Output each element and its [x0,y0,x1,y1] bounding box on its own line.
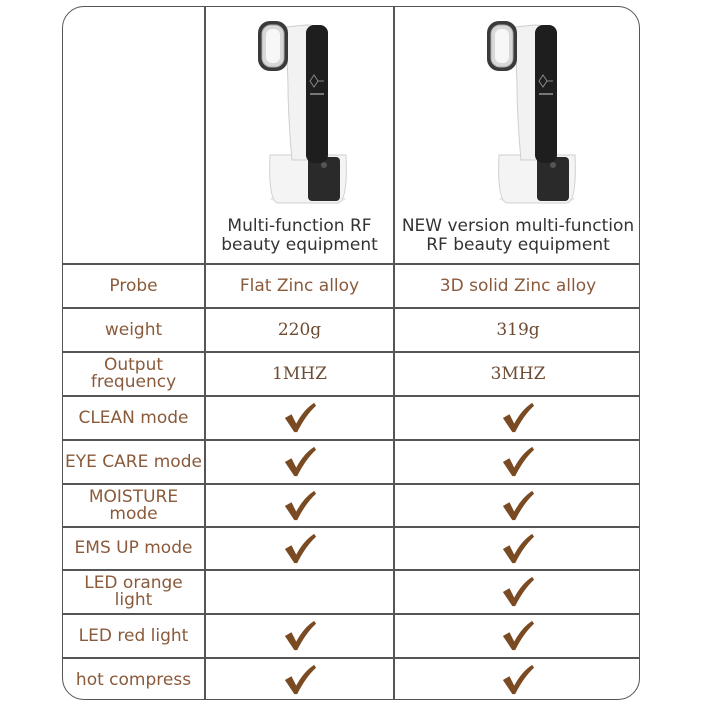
row-check-cell [206,441,393,483]
row-label: MOISTURE mode [88,486,179,524]
checkmark-icon [282,489,318,523]
row-label: CLEAN mode [78,407,189,428]
checkmark-icon [500,445,536,479]
row-value: 3MHZ [490,364,546,384]
rf-device-image [248,15,358,205]
row-value: 220g [277,320,322,340]
row-check-cell [206,659,393,700]
row-check-cell [206,571,393,613]
checkmark-icon [500,489,536,523]
row-label: EMS UP mode [74,538,193,558]
row-label: Output frequency [90,355,177,392]
row-check-cell [206,528,393,569]
row-check-cell [206,615,393,657]
checkmark-icon [282,619,318,653]
row-check-cell [395,397,640,439]
row-value: 319g [496,320,540,340]
checkmark-icon [282,532,318,566]
checkmark-icon [282,401,318,435]
column-title-new: NEW version multi-function RF beauty equipment [401,216,635,255]
row-check-cell [395,485,640,526]
row-label: hot compress [75,669,192,690]
row-check-cell [395,615,640,657]
checkmark-icon [500,619,536,653]
rf-device-image [477,15,587,205]
row-check-cell [395,441,640,483]
row-check-cell [206,485,393,526]
row-check-cell [395,571,640,613]
row-label: weight [104,319,163,340]
row-label: LED red light [78,625,189,646]
row-value: 3D solid Zinc alloy [439,276,597,296]
checkmark-icon [282,663,318,697]
row-label: EYE CARE mode [65,451,202,472]
row-check-cell [395,528,640,569]
row-check-cell [395,659,640,700]
row-value: Flat Zinc alloy [239,276,360,296]
checkmark-icon [282,445,318,479]
row-label: LED orange light [84,573,183,610]
comparison-table [62,6,640,700]
row-check-cell [206,397,393,439]
checkmark-icon [500,532,536,566]
checkmark-icon [500,401,536,435]
row-value: 1MHZ [272,364,327,384]
checkmark-icon [500,575,536,609]
checkmark-icon [500,663,536,697]
row-label: Probe [109,275,158,296]
column-title-standard: Multi-function RF beauty equipment [221,216,378,255]
